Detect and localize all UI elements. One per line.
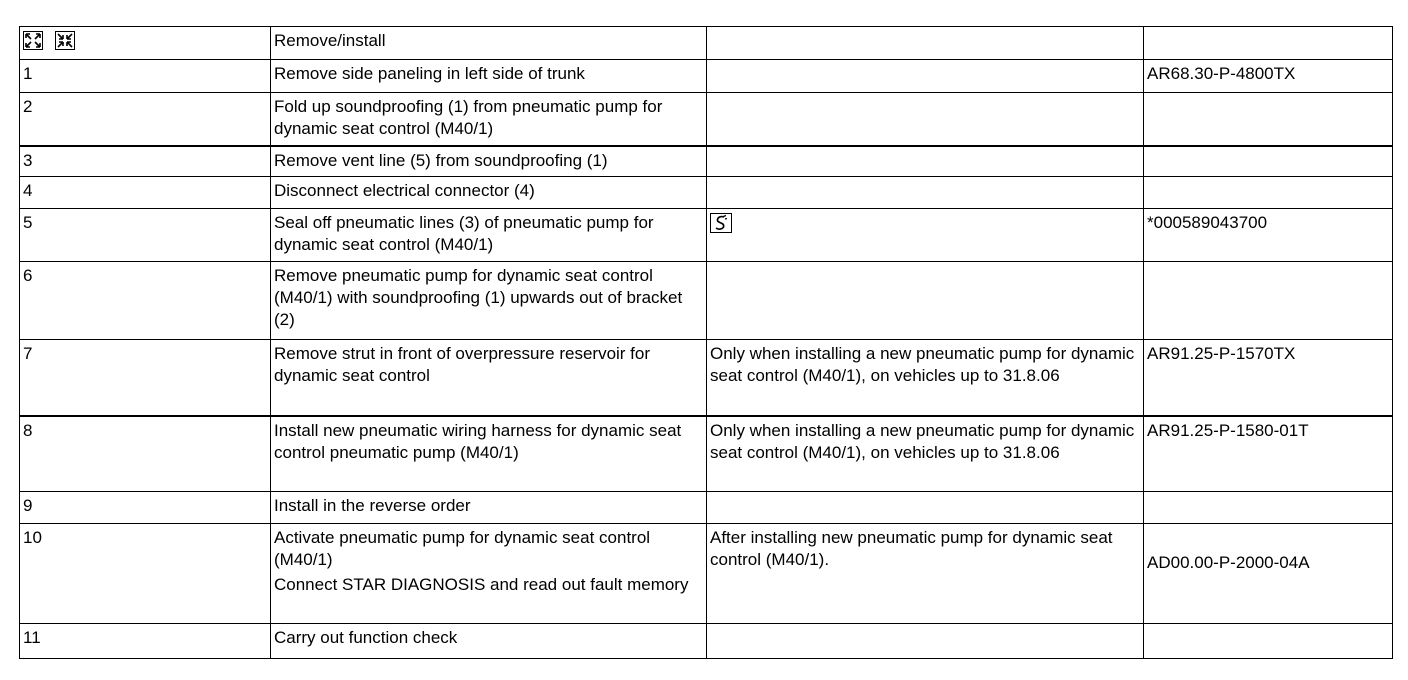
step-reference-cell	[1144, 524, 1393, 624]
step-number: 11	[20, 624, 271, 659]
step-number: 8	[20, 416, 271, 492]
step-reference-link[interactable]: AR91.25-P-1580-01T	[1144, 416, 1393, 492]
step-note	[707, 60, 1144, 93]
step-note: After installing new pneumatic pump for dynamic seat control (M40/1).	[707, 524, 1144, 624]
table-row	[20, 209, 1393, 262]
step-note	[707, 492, 1144, 524]
step-text: Install new pneumatic wiring harness for dynamic seat control pneumatic pump (M40/1)	[271, 416, 707, 492]
step-number: 1	[20, 60, 271, 93]
table-header-row	[20, 27, 1393, 60]
header-ref-cell	[1144, 27, 1393, 60]
step-text: Install in the reverse order	[271, 492, 707, 524]
step-reference-link[interactable]: AD00.00-P-2000-04A	[1147, 553, 1310, 572]
table-row	[20, 624, 1393, 659]
step-note	[707, 262, 1144, 340]
step-note	[707, 146, 1144, 177]
step-text: Carry out function check	[271, 624, 707, 659]
step-reference-link[interactable]: *000589043700	[1144, 209, 1393, 262]
step-number: 4	[20, 177, 271, 209]
step-reference-link	[1144, 146, 1393, 177]
table-row	[20, 93, 1393, 146]
step-reference-link	[1144, 492, 1393, 524]
step-number: 5	[20, 209, 271, 262]
step-text-cell	[271, 524, 707, 624]
step-reference-link	[1144, 177, 1393, 209]
expand-arrows-icon[interactable]	[23, 31, 43, 50]
step-number: 10	[20, 524, 271, 624]
header-title: Remove/install	[271, 27, 707, 60]
step-text: Fold up soundproofing (1) from pneumatic pump for dynamic seat control (M40/1)	[271, 93, 707, 146]
table-row	[20, 177, 1393, 209]
procedure-sheet	[19, 26, 1392, 659]
step-note-cell	[707, 209, 1144, 262]
step-text: Disconnect electrical connector (4)	[271, 177, 707, 209]
step-reference-link[interactable]: AR91.25-P-1570TX	[1144, 340, 1393, 416]
table-row	[20, 262, 1393, 340]
step-text: Remove pneumatic pump for dynamic seat control (M40/1) with soundproofing (1) upwards out of bracket (2)	[271, 262, 707, 340]
step-note: Only when installing a new pneumatic pump for dynamic seat control (M40/1), on vehicles up to 31.8.06	[707, 340, 1144, 416]
step-text: Remove vent line (5) from soundproofing (1)	[271, 146, 707, 177]
step-reference-link	[1144, 93, 1393, 146]
table-row	[20, 524, 1393, 624]
step-text: Seal off pneumatic lines (3) of pneumatic pump for dynamic seat control (M40/1)	[271, 209, 707, 262]
step-number: 3	[20, 146, 271, 177]
step-number: 7	[20, 340, 271, 416]
table-row	[20, 340, 1393, 416]
step-reference-link	[1144, 624, 1393, 659]
table-row	[20, 60, 1393, 93]
step-reference-link[interactable]: AR68.30-P-4800TX	[1144, 60, 1393, 93]
collapse-arrows-icon[interactable]	[55, 31, 75, 50]
step-reference-link	[1144, 262, 1393, 340]
step-text: Remove side paneling in left side of trunk	[271, 60, 707, 93]
step-number: 6	[20, 262, 271, 340]
step-note	[707, 624, 1144, 659]
header-note-cell	[707, 27, 1144, 60]
step-note	[707, 93, 1144, 146]
step-text: Remove strut in front of overpressure reservoir for dynamic seat control	[271, 340, 707, 416]
step-text-secondary: Connect STAR DIAGNOSIS and read out fault memory	[274, 575, 689, 594]
step-note	[707, 177, 1144, 209]
step-number: 9	[20, 492, 271, 524]
special-tool-icon[interactable]	[710, 213, 732, 233]
header-icons-cell	[20, 27, 271, 60]
table-row	[20, 146, 1393, 177]
step-note: Only when installing a new pneumatic pump for dynamic seat control (M40/1), on vehicles up to 31.8.06	[707, 416, 1144, 492]
procedure-table	[19, 26, 1393, 659]
table-row	[20, 492, 1393, 524]
step-number: 2	[20, 93, 271, 146]
step-text: Activate pneumatic pump for dynamic seat control (M40/1)	[274, 528, 651, 569]
table-row	[20, 416, 1393, 492]
